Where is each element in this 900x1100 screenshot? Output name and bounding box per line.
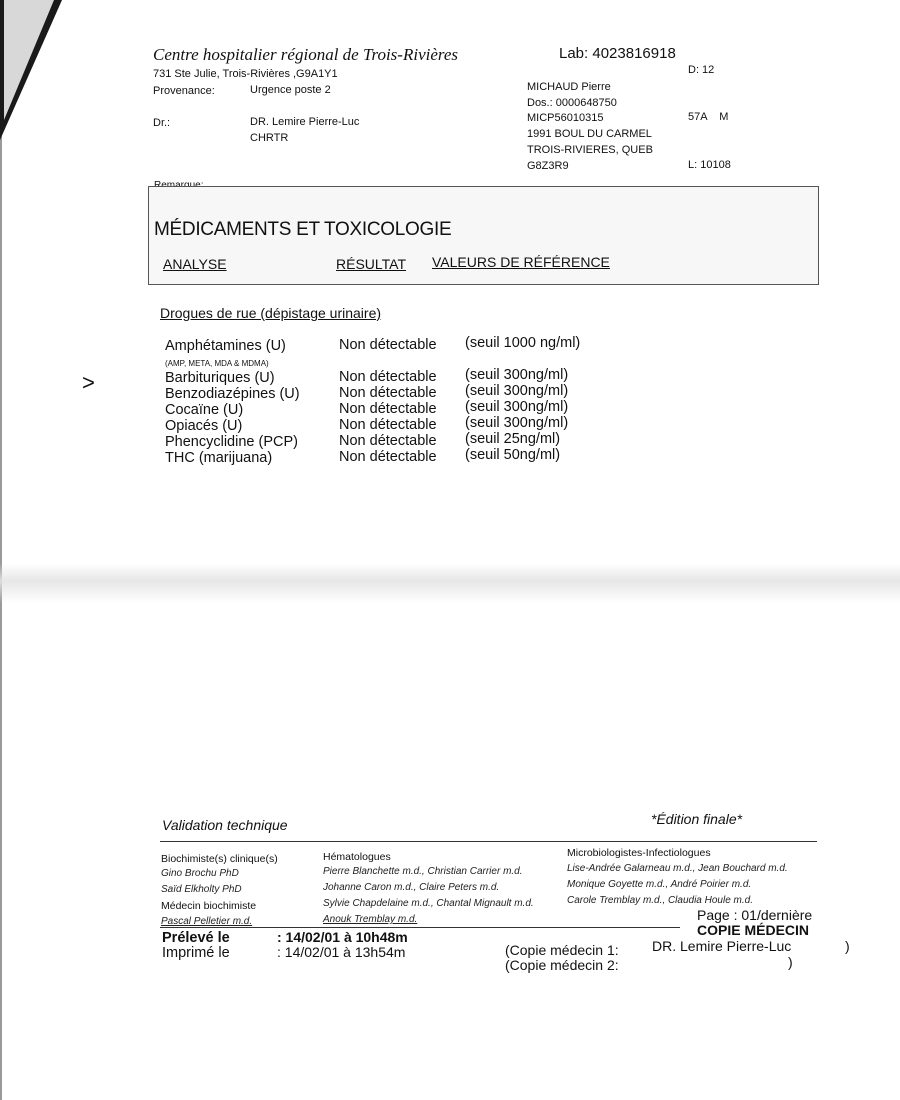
patient-name: MICHAUD Pierre xyxy=(527,81,611,93)
l-value: L: 10108 xyxy=(688,159,731,171)
age-sex: 57A M xyxy=(688,111,729,123)
hematologists-label: Hématologues xyxy=(323,851,391,863)
doctor-name: DR. Lemire Pierre-Luc xyxy=(250,116,360,128)
page-number: Page : 01/dernière xyxy=(697,907,813,923)
test-name: Benzodiazépines (U) xyxy=(165,386,300,402)
subsection-title: Drogues de rue (dépistage urinaire) xyxy=(160,305,382,321)
test-name: Barbituriques (U) xyxy=(165,370,275,386)
doctor-label: Dr.: xyxy=(153,117,171,129)
copy2-label: (Copie médecin 2: xyxy=(505,957,619,973)
collected-label: Prélevé le xyxy=(162,930,230,946)
validation-label: Validation technique xyxy=(162,817,288,833)
test-name: Amphétamines (U) xyxy=(165,338,286,354)
test-name: Opiacés (U) xyxy=(165,418,243,434)
scan-edge xyxy=(0,0,2,1100)
patient-address-1: 1991 BOUL DU CARMEL xyxy=(527,128,652,140)
lab-number: Lab: 4023816918 xyxy=(559,45,676,62)
scan-corner-fold xyxy=(4,0,54,120)
scan-gray-band xyxy=(0,563,900,603)
test-note: (AMP, META, MDA & MDMA) xyxy=(165,359,269,368)
staff-name: Gino Brochu PhD xyxy=(161,868,239,879)
test-reference: (seuil 300ng/ml) xyxy=(465,399,569,415)
column-analyse: ANALYSE xyxy=(163,256,227,272)
margin-mark: > xyxy=(82,370,95,395)
test-name: Cocaïne (U) xyxy=(165,402,244,418)
staff-name: Saïd Elkholty PhD xyxy=(161,884,242,895)
staff-name: Johanne Caron m.d., Claire Peters m.d. xyxy=(323,882,500,893)
copy2-close: ) xyxy=(788,954,793,970)
d-value: D: 12 xyxy=(688,64,715,76)
hospital-name: Centre hospitalier régional de Trois-Rivières xyxy=(153,45,459,64)
section-title: MÉDICAMENTS ET TOXICOLOGIE xyxy=(154,219,452,240)
printed-value: : 14/02/01 à 13h54m xyxy=(277,944,406,960)
test-reference: (seuil 50ng/ml) xyxy=(465,447,561,463)
test-name: THC (marijuana) xyxy=(165,450,273,466)
footer-divider xyxy=(160,841,817,842)
printed-label: Imprimé le xyxy=(162,945,230,961)
copy1-label: (Copie médecin 1: xyxy=(505,942,619,958)
collected-value: : 14/02/01 à 10h48m xyxy=(277,929,408,945)
edition-label: *Édition finale* xyxy=(651,811,743,827)
test-reference: (seuil 25ng/ml) xyxy=(465,431,561,447)
test-reference: (seuil 1000 ng/ml) xyxy=(465,335,581,351)
column-reference: VALEURS DE RÉFÉRENCE xyxy=(432,254,610,270)
test-result: Non détectable xyxy=(339,449,437,465)
patient-address-2: TROIS-RIVIERES, QUEB xyxy=(527,144,653,156)
biochemists-label: Biochimiste(s) clinique(s) xyxy=(161,853,278,865)
test-result: Non détectable xyxy=(339,433,437,449)
provenance-label: Provenance: xyxy=(153,85,215,97)
dossier-number: Dos.: 0000648750 xyxy=(527,97,617,109)
staff-divider xyxy=(160,927,680,928)
test-name: Phencyclidine (PCP) xyxy=(165,434,298,450)
staff-name: Pascal Pelletier m.d. xyxy=(161,916,253,927)
test-result: Non détectable xyxy=(339,337,437,353)
copy1-close: ) xyxy=(845,938,850,954)
microbiologists-label: Microbiologistes-Infectiologues xyxy=(567,847,711,859)
test-result: Non détectable xyxy=(339,417,437,433)
staff-name: Lise-Andrée Galarneau m.d., Jean Bouchard m.d. xyxy=(567,863,788,874)
staff-name: Pierre Blanchette m.d., Christian Carrier m.d. xyxy=(323,866,523,877)
column-resultat: RÉSULTAT xyxy=(336,256,407,272)
hospital-address: 731 Ste Julie, Trois-Rivières ,G9A1Y1 xyxy=(153,68,338,80)
staff-name: Monique Goyette m.d., André Poirier m.d. xyxy=(567,879,752,890)
test-reference: (seuil 300ng/ml) xyxy=(465,383,569,399)
doctor-institution: CHRTR xyxy=(250,132,289,144)
copy-type: COPIE MÉDECIN xyxy=(697,922,810,938)
staff-name: Anouk Tremblay m.d. xyxy=(323,914,418,925)
staff-name: Sylvie Chapdelaine m.d., Chantal Mignault m.d. xyxy=(323,898,534,909)
test-result: Non détectable xyxy=(339,385,437,401)
staff-name: Carole Tremblay m.d., Claudia Houle m.d. xyxy=(567,895,753,906)
test-reference: (seuil 300ng/ml) xyxy=(465,415,569,431)
patient-code: MICP56010315 xyxy=(527,112,604,124)
test-result: Non détectable xyxy=(339,369,437,385)
patient-postal-code: G8Z3R9 xyxy=(527,160,569,172)
provenance-value: Urgence poste 2 xyxy=(250,84,331,96)
copy1-value: DR. Lemire Pierre-Luc xyxy=(652,938,792,954)
medical-biochemist-label: Médecin biochimiste xyxy=(161,900,257,912)
test-result: Non détectable xyxy=(339,401,437,417)
test-reference: (seuil 300ng/ml) xyxy=(465,367,569,383)
